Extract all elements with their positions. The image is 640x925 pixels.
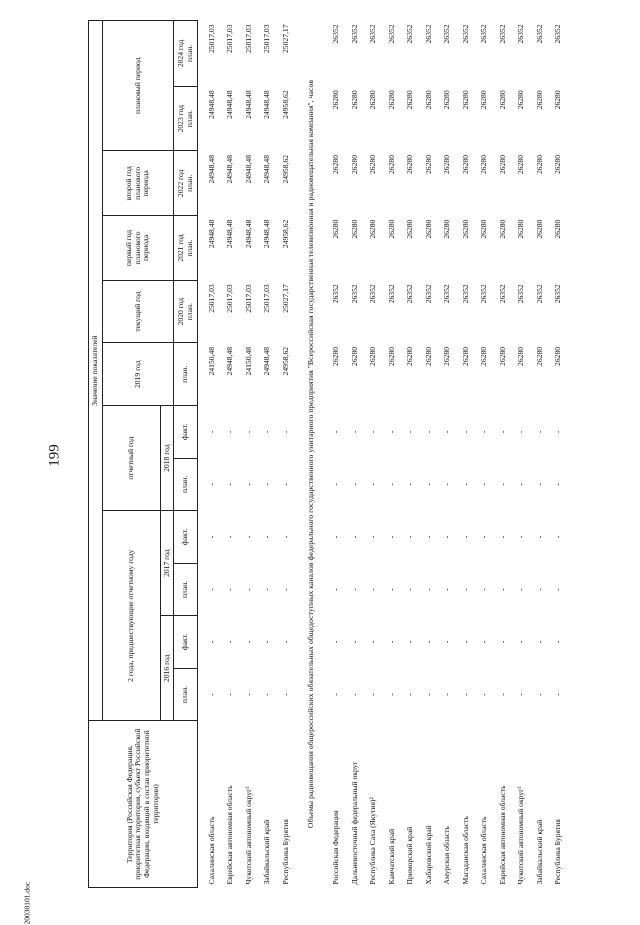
value-cell: - [349, 693, 359, 696]
territory-name: Камчатский край [386, 828, 396, 885]
reporting-year-header: отчетный год [103, 406, 161, 511]
value-cell: - [262, 483, 272, 486]
value-cell: - [206, 483, 216, 486]
value-cell: 26280 [423, 90, 433, 110]
section-title-row [295, 21, 327, 888]
value-cell: 26280 [386, 219, 396, 239]
value-cell: - [479, 535, 489, 539]
value-cell: - [225, 588, 235, 591]
value-cell: - [405, 535, 415, 539]
territory-name: Приморский край [405, 826, 415, 885]
value-cell: 26352 [331, 24, 341, 44]
value-cell: 25017,03 [206, 284, 216, 313]
value-cell: 26280 [460, 90, 470, 110]
value-cell: - [368, 693, 378, 696]
plan-2022: план. [184, 174, 194, 192]
table-row [456, 21, 475, 888]
value-cell: 24948,48 [225, 346, 235, 376]
value-cell: - [386, 693, 396, 696]
value-cell: 26352 [386, 284, 396, 304]
value-cell: 26352 [368, 24, 378, 44]
year-2018-header: 2018 год [161, 406, 174, 511]
value-cell: 26280 [442, 346, 452, 366]
value-cell: 26280 [479, 219, 489, 239]
value-cell: 26280 [386, 90, 396, 110]
territory-name: Республика Бурятия [280, 819, 290, 885]
value-cell: - [368, 588, 378, 591]
value-cell: - [243, 535, 253, 539]
value-cell: - [479, 693, 489, 696]
value-cell: 26352 [349, 24, 359, 44]
table-row [401, 21, 420, 888]
territory-name: Еврейская автономная область [497, 785, 507, 885]
value-cell: - [460, 693, 470, 696]
value-cell: - [423, 693, 433, 696]
value-cell: 26280 [534, 155, 544, 174]
value-cell: - [331, 535, 341, 539]
value-cell: - [460, 430, 470, 434]
value-cell: 24948,48 [243, 155, 253, 184]
year-2022-plan [174, 151, 198, 216]
value-cell: - [553, 640, 563, 644]
territory-name: Российская Федерация [331, 810, 341, 885]
value-cell: - [516, 483, 526, 486]
value-cell: 24948,48 [225, 90, 235, 119]
territory-name: Забайкальский край [534, 819, 544, 885]
value-cell: 26352 [479, 284, 489, 304]
value-cell: 26280 [405, 346, 415, 366]
year-2023-label: 2023 год [175, 104, 185, 133]
section-title: Объемы радиовещания общероссийских обязательных общедоступных каналов федерального государственного унитарного предприятия "Всероссийская государственная телевизионная и радиовещательная компания", часов [305, 79, 315, 829]
value-cell: 26352 [497, 24, 507, 44]
value-cell: 25017,03 [243, 24, 253, 53]
value-cell: 24150,48 [243, 346, 253, 376]
value-cell: 26280 [516, 219, 526, 239]
value-cell: 26280 [368, 155, 378, 174]
value-cell: 26280 [553, 90, 563, 110]
value-cell: - [405, 483, 415, 486]
territory-name: Чукотский автономный округ³ [243, 786, 253, 885]
value-cell: 26280 [553, 346, 563, 366]
table-row [493, 21, 512, 888]
table-row [475, 21, 494, 888]
value-cell: - [386, 535, 396, 539]
value-cell: - [553, 430, 563, 434]
value-cell: 26280 [331, 90, 341, 110]
value-cell: - [534, 483, 544, 486]
territory-name: Дальневосточный федеральный округ [349, 761, 359, 885]
table-row [202, 21, 221, 888]
value-cell: 26352 [553, 24, 563, 44]
value-cell: - [405, 640, 415, 644]
plan-2018: план. [174, 458, 198, 511]
value-cell: 26280 [368, 90, 378, 110]
value-cell: - [497, 588, 507, 591]
value-cell: 26352 [423, 284, 433, 304]
value-cell: - [534, 430, 544, 434]
value-cell: - [331, 588, 341, 591]
first-planned-year-header: первый год планового периода [103, 216, 174, 281]
table-row [530, 21, 549, 888]
value-cell: - [479, 640, 489, 644]
value-cell: 26280 [534, 90, 544, 110]
fact-2016: факт. [174, 616, 198, 669]
value-cell: - [497, 535, 507, 539]
value-cell: 26280 [516, 90, 526, 110]
table-header [89, 21, 198, 888]
value-cell: - [225, 430, 235, 434]
value-cell: - [479, 483, 489, 486]
second-planned-year-header: второй год планового периода [103, 151, 174, 216]
value-cell: 26280 [534, 346, 544, 366]
value-cell: - [460, 483, 470, 486]
value-cell: 26280 [349, 346, 359, 366]
table-row [364, 21, 383, 888]
value-cell: - [516, 693, 526, 696]
value-cell: 26280 [497, 346, 507, 366]
value-cell: 26352 [331, 284, 341, 304]
value-cell: 24948,48 [243, 219, 253, 249]
value-cell: - [442, 588, 452, 591]
value-cell: - [534, 693, 544, 696]
year-2024-plan [174, 21, 198, 87]
year-2023-plan [174, 86, 198, 151]
value-cell: - [280, 535, 290, 539]
territory-name: Хабаровский край [423, 825, 433, 885]
value-cell: - [497, 430, 507, 434]
value-cell: - [516, 535, 526, 539]
value-cell: 26280 [368, 219, 378, 239]
value-cell: 26280 [460, 219, 470, 239]
table-row [276, 21, 295, 888]
value-cell: - [423, 430, 433, 434]
year-2020-label: 2020 год [175, 297, 185, 326]
value-cell: - [206, 535, 216, 539]
value-cell: 26352 [442, 24, 452, 44]
value-cell: 24948,48 [262, 346, 272, 376]
value-cell: 26352 [479, 24, 489, 44]
plan-2021: план. [184, 239, 194, 257]
value-cell: - [331, 640, 341, 644]
table-row [419, 21, 438, 888]
value-cell: 26352 [405, 284, 415, 304]
value-cell: - [423, 640, 433, 644]
value-cell: 24958,62 [280, 219, 290, 249]
value-cell: 25027,17 [280, 24, 290, 53]
territory-name: Республика Бурятия [553, 819, 563, 885]
value-cell: 26280 [386, 346, 396, 366]
value-cell: - [280, 588, 290, 591]
page-number: 199 [46, 444, 63, 467]
value-cell: 26280 [442, 90, 452, 110]
value-cell: - [243, 640, 253, 644]
value-cell: - [225, 640, 235, 644]
territory-name: Республика Саха (Якутия)² [368, 797, 378, 885]
value-cell: 26280 [331, 155, 341, 174]
year-2019-header: 2019 год [103, 343, 174, 406]
value-cell: 26280 [349, 219, 359, 239]
value-cell: - [331, 483, 341, 486]
plan-2019: план. [174, 343, 198, 406]
table-row [549, 21, 568, 888]
value-cell: - [243, 693, 253, 696]
value-cell: 26352 [497, 284, 507, 304]
value-cell: - [423, 588, 433, 591]
year-2022-label: 2022 год [175, 169, 185, 198]
value-cell: 26280 [460, 155, 470, 174]
value-cell: - [262, 693, 272, 696]
value-cell: - [442, 483, 452, 486]
value-cell: 26280 [349, 155, 359, 174]
value-cell: 26280 [497, 219, 507, 239]
value-cell: - [442, 640, 452, 644]
value-cell: 26352 [442, 284, 452, 304]
value-cell: 26280 [460, 346, 470, 366]
value-cell: 26280 [497, 155, 507, 174]
value-cell: 26352 [460, 24, 470, 44]
indicators-table [88, 20, 567, 888]
year-2021-label: 2021 год [175, 234, 185, 262]
value-cell: 25017,03 [262, 24, 272, 53]
value-cell: - [534, 535, 544, 539]
value-cell: 26280 [331, 346, 341, 366]
value-cell: 26280 [405, 219, 415, 239]
value-cell: 24948,48 [206, 219, 216, 249]
plan-2023: план. [184, 110, 194, 128]
value-cell: 26352 [368, 284, 378, 304]
value-cell: - [534, 640, 544, 644]
current-year-header: текущий год [103, 280, 174, 343]
value-cell: - [386, 430, 396, 434]
value-cell: 24948,48 [225, 219, 235, 249]
value-cell: 24150,48 [206, 346, 216, 376]
value-cell: 24958,62 [280, 346, 290, 376]
table-row [512, 21, 531, 888]
value-cell: - [262, 430, 272, 434]
two-years-before-header: 2 года, предшествующие отчетному году [103, 511, 161, 721]
table-body [198, 21, 568, 888]
table-row [258, 21, 277, 888]
value-cell: - [243, 588, 253, 591]
value-cell: 26352 [349, 284, 359, 304]
value-cell: - [423, 483, 433, 486]
value-cell: - [386, 588, 396, 591]
value-cell: 26280 [423, 219, 433, 239]
value-cell: 26352 [460, 284, 470, 304]
value-cell: - [206, 430, 216, 434]
value-cell: - [368, 535, 378, 539]
value-cell: - [368, 483, 378, 486]
value-cell: - [368, 430, 378, 434]
value-cell: 26352 [534, 24, 544, 44]
plan-2017: план. [174, 563, 198, 616]
value-cell: - [553, 588, 563, 591]
value-cell: 24948,48 [206, 90, 216, 119]
territory-name: Сахалинская область [206, 816, 216, 885]
value-cell: - [497, 640, 507, 644]
value-cell: - [442, 430, 452, 434]
value-cell: 24948,48 [262, 155, 272, 184]
footer-code: 20030101.doc [22, 881, 32, 925]
value-cell: 26352 [516, 284, 526, 304]
value-cell: - [460, 588, 470, 591]
year-2024-label: 2024 год [175, 39, 185, 68]
plan-2020: план. [184, 303, 194, 321]
value-cell: 26280 [405, 90, 415, 110]
table-row [221, 21, 240, 888]
value-cell: 24948,48 [262, 90, 272, 119]
value-cell: 26280 [331, 219, 341, 239]
value-cell: - [534, 588, 544, 591]
value-cell: 26280 [349, 90, 359, 110]
table-row [438, 21, 457, 888]
value-cell: 24958,62 [280, 155, 290, 184]
value-cell: - [386, 483, 396, 486]
value-cell: 26280 [423, 155, 433, 174]
value-cell: 25027,17 [280, 284, 290, 313]
value-cell: 24948,48 [206, 155, 216, 184]
table-row [345, 21, 364, 888]
value-cell: - [331, 430, 341, 434]
value-cell: - [442, 535, 452, 539]
values-header: Значение показателей [89, 21, 103, 721]
year-2016-header: 2016 год [161, 616, 174, 721]
value-cell: - [497, 483, 507, 486]
year-2020-plan [174, 280, 198, 343]
value-cell: - [331, 693, 341, 696]
value-cell: - [280, 693, 290, 696]
table-row [382, 21, 401, 888]
value-cell: - [349, 535, 359, 539]
value-cell: 26280 [423, 346, 433, 366]
value-cell: 26352 [405, 24, 415, 44]
value-cell: - [243, 483, 253, 486]
value-cell: - [386, 640, 396, 644]
value-cell: 26352 [386, 24, 396, 44]
value-cell: - [262, 535, 272, 539]
value-cell: 26280 [405, 155, 415, 174]
value-cell: - [497, 693, 507, 696]
value-cell: - [479, 588, 489, 591]
value-cell: 24958,62 [280, 90, 290, 119]
table-row [327, 21, 346, 888]
value-cell: - [349, 640, 359, 644]
value-cell: - [479, 430, 489, 434]
value-cell: - [349, 483, 359, 486]
value-cell: - [460, 640, 470, 644]
value-cell: - [460, 535, 470, 539]
value-cell: 25017,03 [243, 284, 253, 313]
territory-header: Территория (Российская Федерация, приоритетная территория, субъект Российской Федерации, входящий в состав приоритетной территории) [89, 721, 198, 888]
value-cell: 24948,48 [262, 219, 272, 249]
year-2021-plan [174, 216, 198, 281]
value-cell: 26280 [534, 219, 544, 239]
value-cell: - [349, 588, 359, 591]
value-cell: 26352 [423, 24, 433, 44]
territory-name: Магаданская область [460, 816, 470, 885]
value-cell: 26280 [479, 346, 489, 366]
territory-name: Амурская область [442, 826, 452, 885]
value-cell: 26280 [442, 219, 452, 239]
plan-2016: план. [174, 668, 198, 721]
value-cell: - [368, 640, 378, 644]
territory-name: Забайкальский край [262, 819, 272, 885]
value-cell: 26280 [497, 90, 507, 110]
value-cell: - [262, 640, 272, 644]
value-cell: 26280 [516, 155, 526, 174]
rotated-page-content [88, 20, 618, 888]
fact-2018: факт. [174, 406, 198, 459]
value-cell: 25017,03 [262, 284, 272, 313]
fact-2017: факт. [174, 511, 198, 564]
value-cell: - [516, 430, 526, 434]
value-cell: - [262, 588, 272, 591]
value-cell: - [405, 588, 415, 591]
value-cell: 26280 [553, 219, 563, 239]
value-cell: - [405, 693, 415, 696]
value-cell: 26280 [479, 155, 489, 174]
value-cell: - [553, 483, 563, 486]
value-cell: 26280 [479, 90, 489, 110]
value-cell: - [206, 640, 216, 644]
value-cell: 25017,03 [225, 284, 235, 313]
value-cell: - [349, 430, 359, 434]
value-cell: 25017,03 [206, 24, 216, 53]
value-cell: 24948,48 [243, 90, 253, 119]
value-cell: 26352 [516, 24, 526, 44]
value-cell: 26280 [553, 155, 563, 174]
value-cell: - [423, 535, 433, 539]
value-cell: - [206, 693, 216, 696]
value-cell: - [225, 483, 235, 486]
plan-2024: план. [184, 44, 194, 63]
value-cell: 26280 [442, 155, 452, 174]
value-cell: - [405, 430, 415, 434]
value-cell: 26352 [553, 284, 563, 304]
value-cell: 26352 [534, 284, 544, 304]
value-cell: - [442, 693, 452, 696]
value-cell: 26280 [386, 155, 396, 174]
value-cell: - [553, 535, 563, 539]
value-cell: - [243, 430, 253, 434]
year-2017-header: 2017 год [161, 511, 174, 616]
planned-period-header: плановый период [103, 21, 174, 152]
value-cell: - [280, 430, 290, 434]
territory-name: Еврейская автономная область [225, 785, 235, 885]
territory-name: Чукотский автономный округ³ [516, 786, 526, 885]
value-cell: - [280, 483, 290, 486]
value-cell: 26280 [516, 346, 526, 366]
value-cell: 25017,03 [225, 24, 235, 53]
value-cell: 24948,48 [225, 155, 235, 184]
territory-name: Сахалинская область [479, 816, 489, 885]
value-cell: - [280, 640, 290, 644]
value-cell: - [225, 535, 235, 539]
value-cell: - [206, 588, 216, 591]
value-cell: - [516, 640, 526, 644]
value-cell: - [516, 588, 526, 591]
value-cell: - [225, 693, 235, 696]
value-cell: - [553, 693, 563, 696]
table-row [239, 21, 258, 888]
value-cell: 26280 [368, 346, 378, 366]
